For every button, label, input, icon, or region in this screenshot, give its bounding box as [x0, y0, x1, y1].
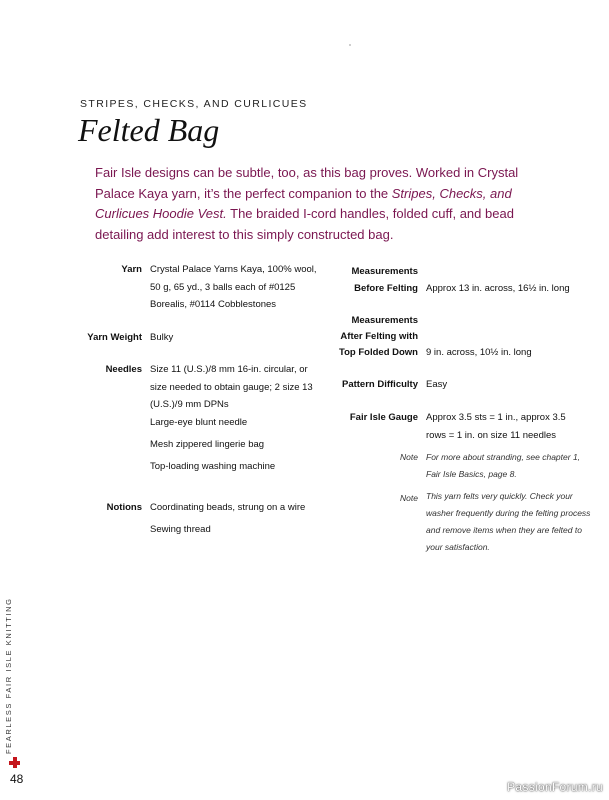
gauge-label: Fair Isle Gauge	[349, 412, 418, 423]
note-2-text: This yarn felts very quickly. Check your washer frequently during the felting process and remove items when they are felted to your satisfaction.	[426, 491, 591, 552]
needles-value: Size 11 (U.S.)/8 mm 16-in. circular, or size needed to obtain gauge; 2 size 13 (U.S.)/9 mm DPNs	[150, 364, 313, 410]
difficulty-label: Pattern Difficulty	[341, 379, 418, 390]
yarn-value: Crystal Palace Yarns Kaya, 100% wool, 50 g, 65 yd., 3 balls each of #0125 Borealis, #0114 Cobblestones	[150, 264, 317, 310]
needles-extra-3: Top-loading washing machine	[150, 461, 276, 472]
notions-label: Notions	[106, 502, 142, 513]
red-cross-icon	[9, 757, 20, 768]
needles-extra-1: Large-eye blunt needle	[150, 417, 248, 428]
before-felting-value: Approx 13 in. across, 16½ in. long	[426, 283, 570, 294]
page-number: 48	[10, 772, 24, 786]
note-1-text: For more about stranding, see chapter 1, Fair Isle Basics, page 8.	[426, 452, 581, 479]
yarn-label: Yarn	[121, 264, 142, 275]
top-folded-value: 9 in. across, 10½ in. long	[426, 347, 532, 358]
notions-extra: Sewing thread	[150, 524, 211, 535]
before-felting-label: Before Felting	[354, 283, 418, 294]
after-felting-label: After Felting with	[340, 331, 418, 342]
intro-italic-title: Stripes, Checks, and Curlicues Hoodie Vest.	[95, 185, 512, 221]
top-folded-label: Top Folded Down	[339, 347, 418, 358]
intro-paragraph	[95, 163, 560, 245]
difficulty-value: Easy	[426, 379, 448, 390]
gauge-value: Approx 3.5 sts = 1 in., approx 3.5 rows = 1 in. on size 11 needles	[426, 412, 566, 441]
intro-text-2: The braided I-cord handles, folded cuff, and bead detailing add interest to this simply constructed bag.	[95, 206, 514, 242]
notions-value: Coordinating beads, strung on a wire	[150, 502, 306, 513]
section-label: STRIPES, CHECKS, AND CURLICUES	[80, 98, 308, 110]
measurements-label-2: Measurements	[351, 315, 418, 326]
intro-text-1: Fair Isle designs can be subtle, too, as this bag proves. Worked in Crystal Palace Kaya yarn, it’s the perfect companion to the	[95, 165, 519, 201]
note-1-label: Note	[400, 452, 418, 462]
measurements-label: Measurements	[351, 266, 418, 277]
needles-label: Needles	[105, 364, 142, 375]
yarn-weight-value: Bulky	[150, 332, 174, 343]
note-2-label: Note	[400, 493, 418, 503]
watermark: PassionForum.ru	[507, 780, 603, 794]
needles-extra-2: Mesh zippered lingerie bag	[150, 439, 265, 450]
page-title: Felted Bag	[78, 112, 220, 148]
book-title-sidebar: FEARLESS FAIR ISLE KNITTING	[4, 597, 13, 754]
yarn-weight-label: Yarn Weight	[87, 332, 142, 343]
scan-speck	[349, 44, 351, 46]
